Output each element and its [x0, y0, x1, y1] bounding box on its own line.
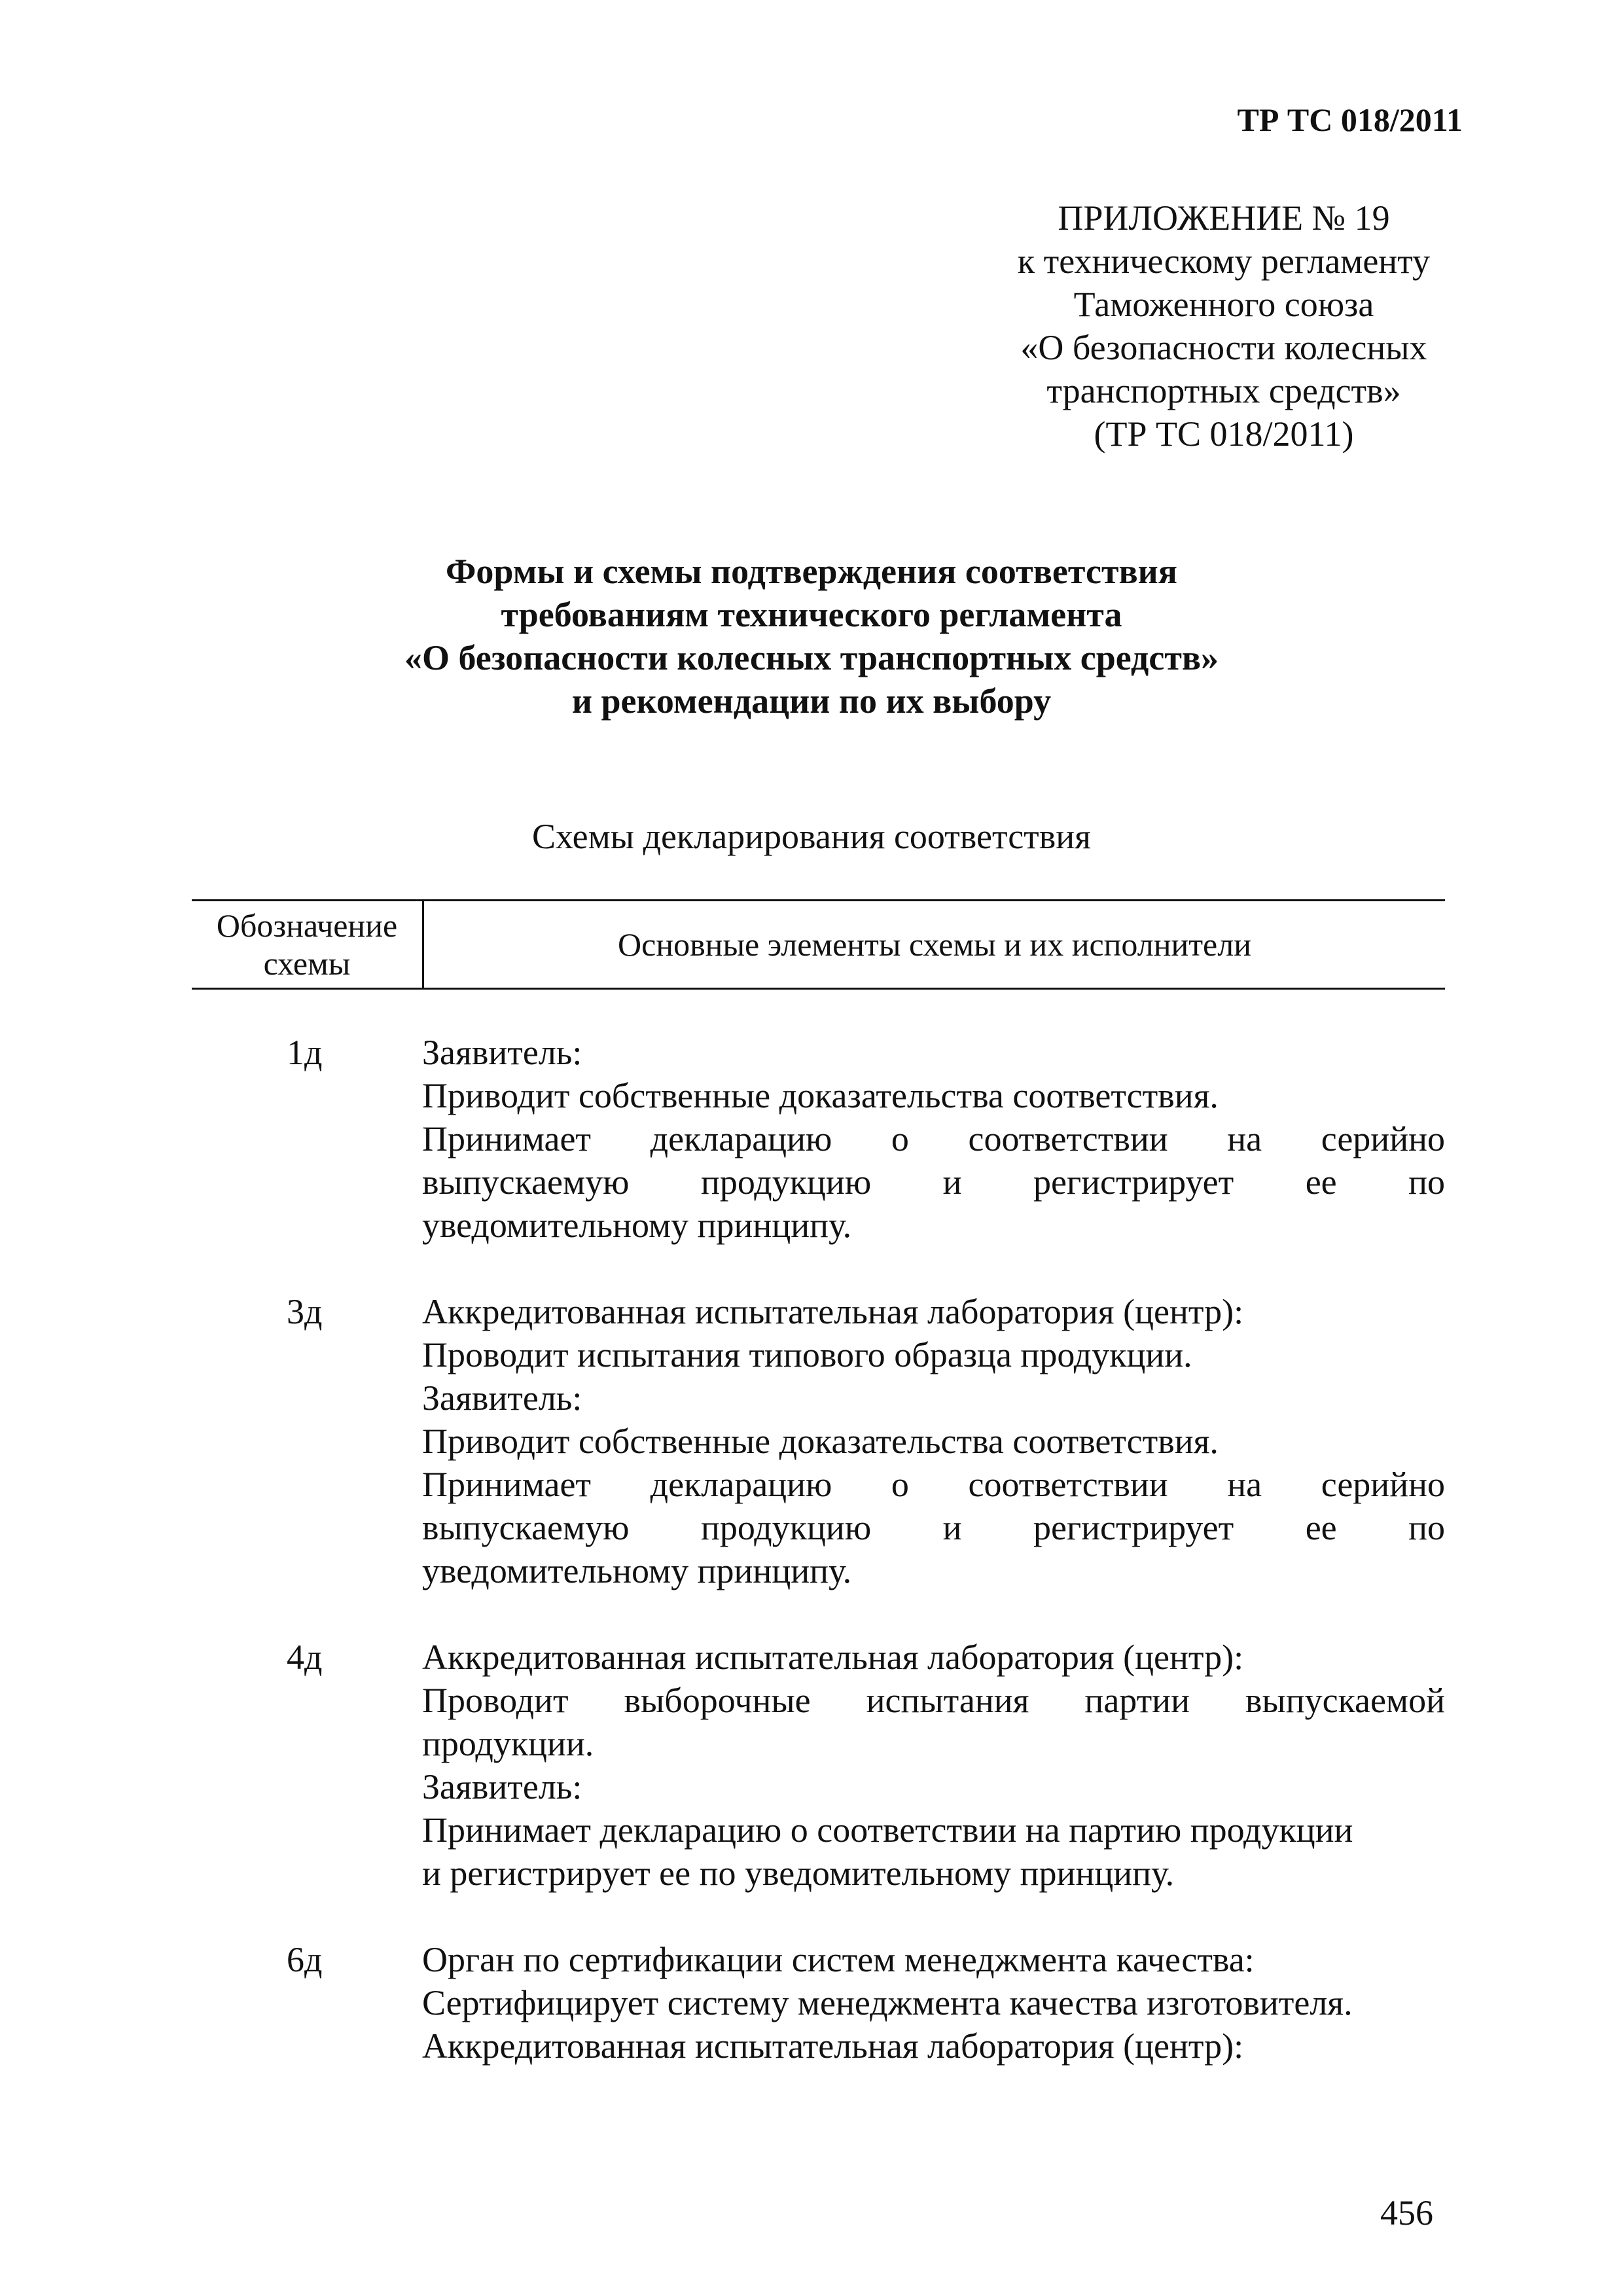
column-header-code — [192, 901, 424, 988]
scheme-code: 1д — [287, 1033, 323, 1072]
column-header-code-line: Обозначение — [216, 907, 398, 944]
description-line: Принимает декларацию о соответствии на партию продукции — [422, 1810, 1353, 1850]
table-row — [192, 1290, 1445, 1592]
appendix-line: к техническому регламенту — [1017, 242, 1431, 281]
table-row — [192, 1031, 1445, 1247]
page-number: 456 — [1380, 2193, 1433, 2233]
description-line: Заявитель: — [422, 1767, 582, 1806]
appendix-block — [897, 196, 1551, 456]
title-line: «О безопасности колесных транспортных средств» — [404, 638, 1219, 677]
document-code: ТР ТС 018/2011 — [1237, 101, 1463, 138]
scheme-code: 6д — [287, 1940, 323, 1979]
description-line: Приводит собственные доказательства соответствия. — [422, 1076, 1219, 1115]
document-title — [160, 550, 1463, 723]
title-line: и рекомендации по их выбору — [571, 681, 1052, 721]
scheme-description — [422, 1636, 1445, 1895]
column-header-code-line: схемы — [263, 945, 351, 982]
description-line: Сертифицирует систему менеджмента качества изготовителя. — [422, 1983, 1353, 2022]
title-line: требованиям технического регламента — [501, 595, 1122, 634]
title-line: Формы и схемы подтверждения соответствия — [446, 552, 1177, 591]
column-header-elements: Основные элементы схемы и их исполнители — [618, 926, 1251, 963]
description-line: Аккредитованная испытательная лаборатория (центр): — [422, 2026, 1244, 2066]
description-line: Заявитель: — [422, 1033, 582, 1072]
description-line: выпускаемую продукцию и регистрирует ее по — [422, 1162, 1445, 1202]
appendix-line: ПРИЛОЖЕНИЕ № 19 — [1058, 198, 1390, 238]
description-line: уведомительному принципу. — [422, 1551, 852, 1590]
appendix-line: «О безопасности колесных — [1020, 328, 1427, 367]
description-line: Проводит выборочные испытания партии выпускаемой — [422, 1681, 1445, 1720]
description-line: и регистрирует ее по уведомительному принципу. — [422, 1854, 1175, 1893]
description-line: уведомительному принципу. — [422, 1206, 852, 1245]
scheme-code: 3д — [287, 1292, 323, 1331]
description-line: выпускаемую продукцию и регистрирует ее по — [422, 1508, 1445, 1547]
description-line: Принимает декларацию о соответствии на серийно — [422, 1119, 1445, 1158]
table-header — [192, 899, 1445, 990]
appendix-line: Таможенного союза — [1073, 285, 1374, 324]
section-subtitle: Схемы декларирования соответствия — [531, 817, 1092, 856]
appendix-line: (ТР ТС 018/2011) — [1094, 414, 1354, 454]
description-line: Проводит испытания типового образца продукции. — [422, 1335, 1192, 1374]
description-line: Орган по сертификации систем менеджмента качества: — [422, 1940, 1255, 1979]
description-line: Заявитель: — [422, 1378, 582, 1418]
scheme-rows — [192, 1031, 1445, 2111]
description-line: Аккредитованная испытательная лаборатория (центр): — [422, 1292, 1244, 1331]
scheme-description — [422, 1031, 1445, 1247]
appendix-line: транспортных средств» — [1046, 371, 1401, 410]
table-row — [192, 1636, 1445, 1895]
table-row — [192, 1938, 1445, 2068]
description-line: Аккредитованная испытательная лаборатория (центр): — [422, 1638, 1244, 1677]
scheme-description — [422, 1938, 1445, 2068]
description-line: продукции. — [422, 1724, 594, 1763]
scheme-code: 4д — [287, 1638, 323, 1677]
description-line: Принимает декларацию о соответствии на серийно — [422, 1465, 1445, 1504]
description-line: Приводит собственные доказательства соответствия. — [422, 1422, 1219, 1461]
scheme-description — [422, 1290, 1445, 1592]
